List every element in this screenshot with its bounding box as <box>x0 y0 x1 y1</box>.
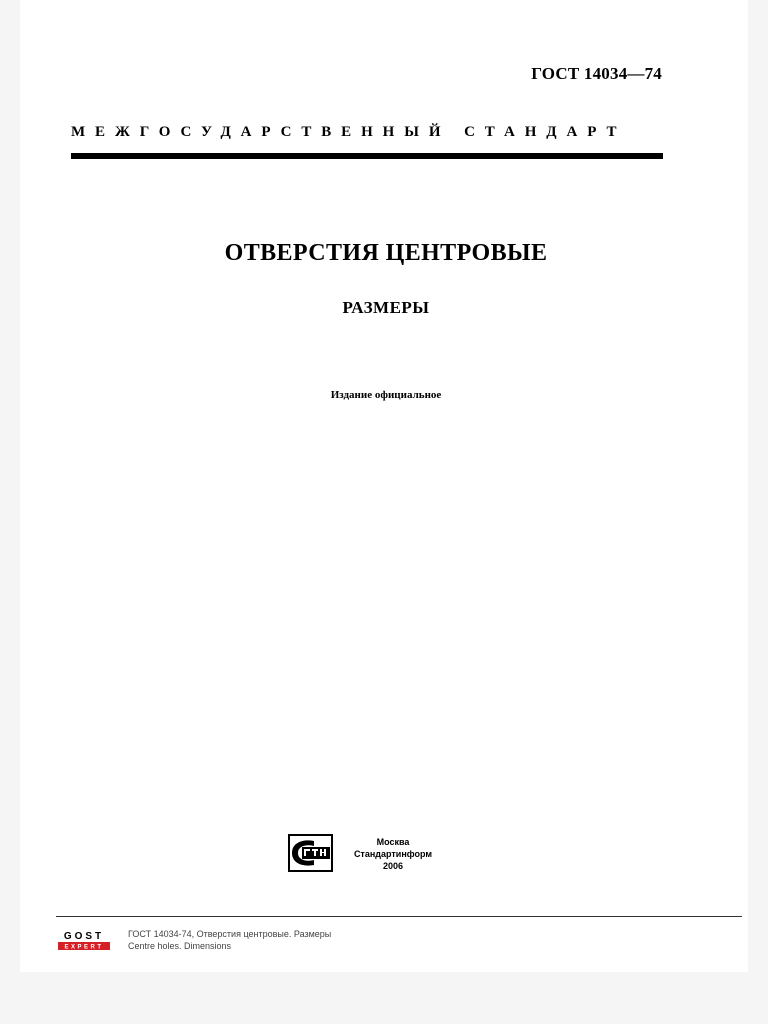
footer-line-ru: ГОСТ 14034-74, Отверстия центровые. Размеры <box>128 929 332 939</box>
document-code: ГОСТ 14034—74 <box>531 64 662 83</box>
footer-caption <box>128 928 331 952</box>
gost-logo-text: GOST <box>63 931 105 942</box>
document-subtitle: РАЗМЕРЫ <box>342 298 430 317</box>
standartinform-logo-icon <box>288 834 333 872</box>
standard-type-heading: МЕЖГОСУДАРСТВЕННЫЙ СТАНДАРТ <box>71 124 627 140</box>
publisher-name: Стандартинформ <box>353 849 433 859</box>
publisher-year: 2006 <box>382 861 404 871</box>
publisher-city: Москва <box>376 837 410 847</box>
publisher-block <box>340 836 446 872</box>
edition-label: Издание официальное <box>330 389 442 401</box>
header-rule <box>71 153 663 159</box>
footer-rule <box>56 916 742 917</box>
expert-logo-text: EXPERT <box>64 944 104 951</box>
document-page <box>20 0 748 972</box>
document-title: ОТВЕРСТИЯ ЦЕНТРОВЫЕ <box>224 240 548 266</box>
gost-expert-logo-icon <box>58 929 110 951</box>
footer-line-en: Centre holes. Dimensions <box>128 941 232 951</box>
